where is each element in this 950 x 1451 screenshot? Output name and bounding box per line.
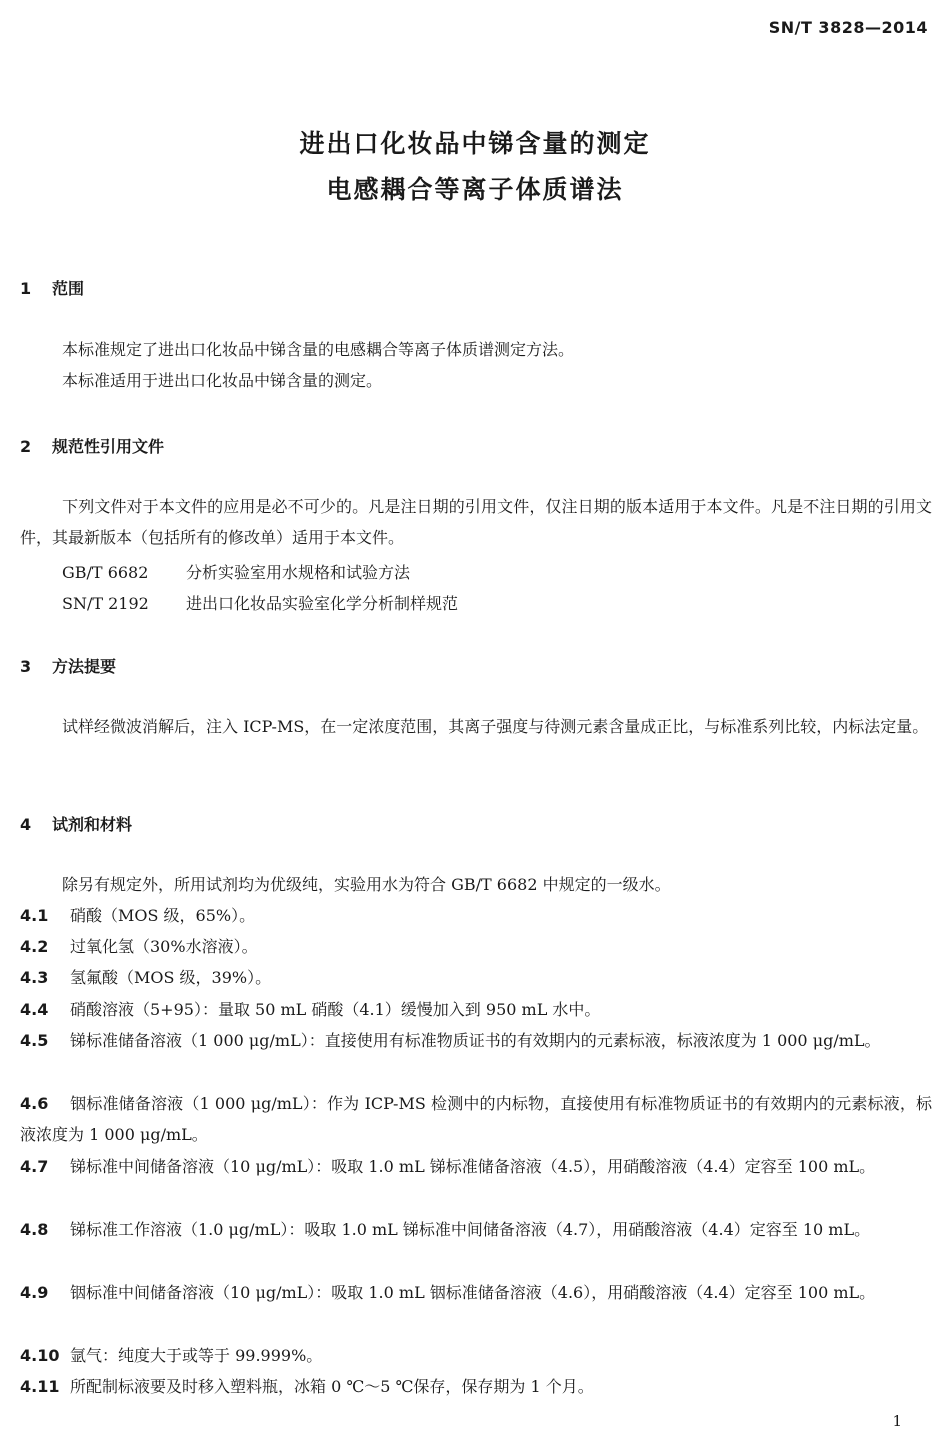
- list-item: [20, 962, 932, 993]
- item-number: 4.11: [20, 1377, 60, 1396]
- list-item: [20, 1277, 932, 1308]
- item-number: 4.2: [20, 937, 49, 956]
- item-number: 4.6: [20, 1094, 49, 1113]
- item-number: 4.3: [20, 968, 49, 987]
- list-item: [20, 1025, 932, 1056]
- reference-code: GB/T 6682: [62, 563, 149, 582]
- item-text: 锑标准中间储备溶液（10 μg/mL）：吸取 1.0 mL 锑标准储备溶液（4.5），用硝酸溶液（4.4）定容至 100 mL。: [70, 1157, 876, 1176]
- item-number: 4.7: [20, 1157, 49, 1176]
- page-number: 1: [892, 1412, 902, 1430]
- paragraph-text: 本标准适用于进出口化妆品中锑含量的测定。: [62, 371, 383, 390]
- reference-code: SN/T 2192: [62, 594, 149, 613]
- item-text: 氢氟酸（MOS 级，39%）。: [70, 968, 272, 987]
- document-title-line2: 电感耦合等离子体质谱法: [326, 175, 624, 204]
- item-number: 4.1: [20, 906, 49, 925]
- section-heading-4: [20, 812, 132, 835]
- list-item: [20, 900, 932, 931]
- paragraph-text: 下列文件对于本文件的应用是必不可少的。凡是注日期的引用文件，仅注日期的版本适用于本文件。凡是不注日期的引用文件，其最新版本（包括所有的修改单）适用于本文件。: [20, 497, 932, 547]
- item-text: 硝酸溶液（5+95）：量取 50 mL 硝酸（4.1）缓慢加入到 950 mL 水中。: [70, 1000, 601, 1019]
- section-number: 3: [20, 657, 32, 676]
- paragraph-text: 本标准规定了进出口化妆品中锑含量的电感耦合等离子体质谱测定方法。: [62, 340, 575, 359]
- section-title: 规范性引用文件: [52, 437, 165, 456]
- section-title: 方法提要: [52, 657, 117, 676]
- section-heading-2: [20, 434, 164, 457]
- item-number: 4.5: [20, 1031, 49, 1050]
- item-text: 铟标准中间储备溶液（10 μg/mL）：吸取 1.0 mL 铟标准储备溶液（4.6），用硝酸溶液（4.4）定容至 100 mL。: [70, 1283, 876, 1302]
- reference-title: 进出口化妆品实验室化学分析制样规范: [186, 594, 459, 613]
- section-number: 4: [20, 815, 32, 834]
- list-item: [20, 1214, 932, 1245]
- item-number: 4.8: [20, 1220, 49, 1239]
- section-heading-3: [20, 654, 116, 677]
- reference-title: 分析实验室用水规格和试验方法: [186, 563, 411, 582]
- paragraph: [20, 711, 932, 742]
- section-title: 范围: [52, 279, 85, 298]
- normative-reference: [62, 560, 410, 583]
- item-text: 氩气：纯度大于或等于 99.999%。: [70, 1346, 323, 1365]
- list-item: [20, 1088, 932, 1150]
- item-number: 4.10: [20, 1346, 60, 1365]
- paragraph-text: 试样经微波消解后，注入 ICP-MS，在一定浓度范围，其离子强度与待测元素含量成正比，与标准系列比较，内标法定量。: [62, 717, 929, 736]
- paragraph-text: 除另有规定外，所用试剂均为优级纯，实验用水为符合 GB/T 6682 中规定的一级水。: [62, 875, 671, 894]
- item-text: 锑标准储备溶液（1 000 μg/mL）：直接使用有标准物质证书的有效期内的元素标液，标液浓度为 1 000 μg/mL。: [70, 1031, 881, 1050]
- document-title-line1: 进出口化妆品中锑含量的测定: [299, 129, 651, 158]
- paragraph: [20, 365, 932, 396]
- paragraph: [20, 334, 932, 365]
- list-item: [20, 1371, 932, 1402]
- normative-reference: [62, 591, 458, 614]
- section-number: 2: [20, 437, 32, 456]
- item-number: 4.4: [20, 1000, 49, 1019]
- paragraph: [20, 869, 932, 900]
- list-item: [20, 1151, 932, 1182]
- section-heading-1: [20, 276, 84, 299]
- item-text: 锑标准工作溶液（1.0 μg/mL）：吸取 1.0 mL 锑标准中间储备溶液（4.7），用硝酸溶液（4.4）定容至 10 mL。: [70, 1220, 871, 1239]
- standard-code: SN/T 3828—2014: [768, 18, 928, 37]
- list-item: [20, 994, 932, 1025]
- list-item: [20, 1340, 932, 1371]
- item-text: 过氧化氢（30%水溶液）。: [70, 937, 258, 956]
- section-number: 1: [20, 279, 32, 298]
- item-text: 硝酸（MOS 级，65%）。: [70, 906, 256, 925]
- list-item: [20, 931, 932, 962]
- item-number: 4.9: [20, 1283, 49, 1302]
- section-title: 试剂和材料: [52, 815, 133, 834]
- item-text: 所配制标液要及时移入塑料瓶，冰箱 0 ℃～5 ℃保存，保存期为 1 个月。: [70, 1377, 594, 1396]
- paragraph: [20, 491, 932, 553]
- item-text: 铟标准储备溶液（1 000 μg/mL）：作为 ICP-MS 检测中的内标物，直接使用有标准物质证书的有效期内的元素标液，标液浓度为 1 000 μg/mL。: [20, 1094, 932, 1144]
